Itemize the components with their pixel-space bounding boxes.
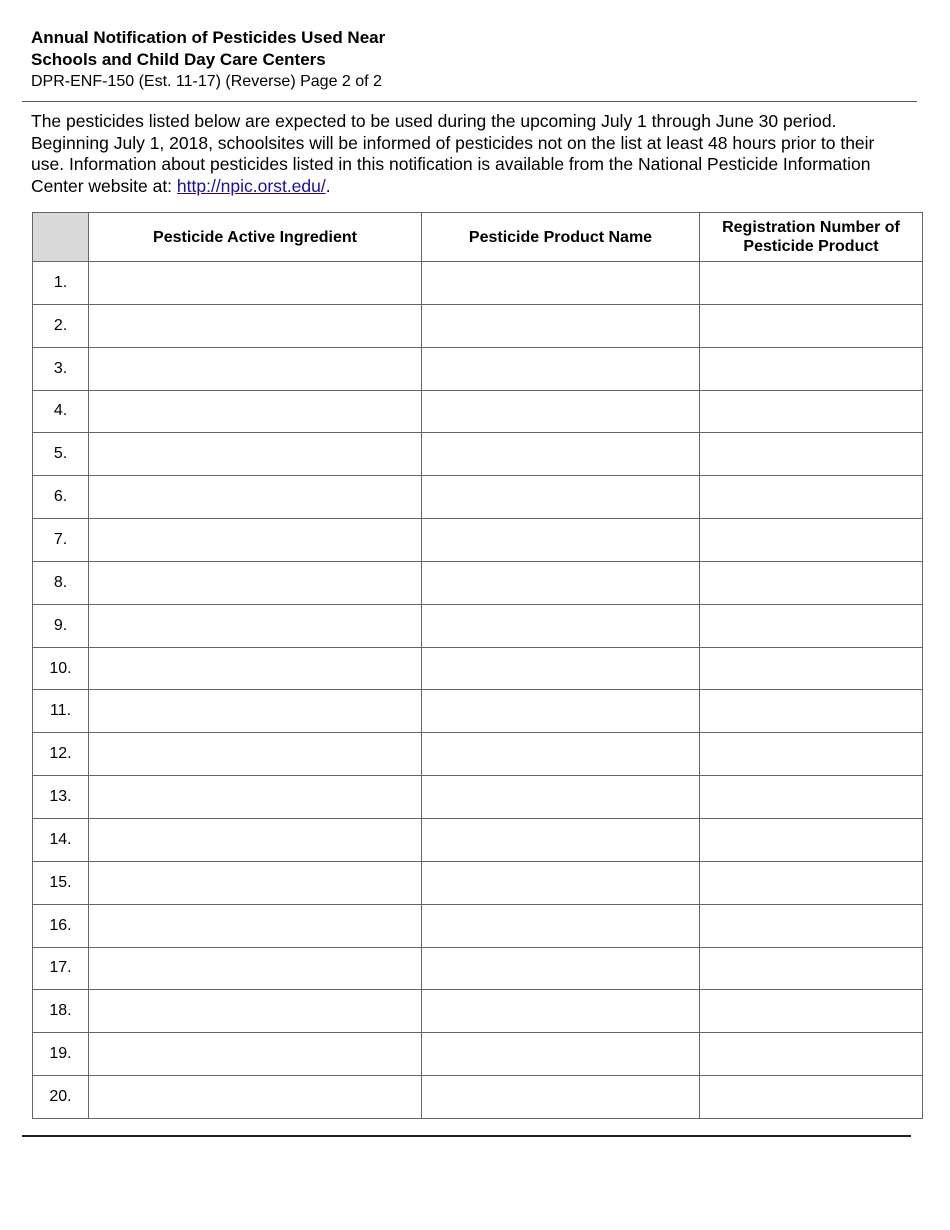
row-number: 1. — [33, 262, 89, 305]
table-row — [33, 604, 923, 647]
table-row — [33, 776, 923, 819]
product-name-cell[interactable] — [422, 733, 700, 776]
footer-divider — [22, 1135, 911, 1137]
active-ingredient-cell[interactable] — [89, 433, 422, 476]
registration-number-cell[interactable] — [700, 690, 923, 733]
table-row — [33, 647, 923, 690]
registration-number-cell[interactable] — [700, 433, 923, 476]
product-name-cell[interactable] — [422, 776, 700, 819]
registration-number-cell[interactable] — [700, 561, 923, 604]
registration-number-cell[interactable] — [700, 1033, 923, 1076]
table-row — [33, 861, 923, 904]
active-ingredient-cell[interactable] — [89, 262, 422, 305]
product-name-cell[interactable] — [422, 904, 700, 947]
product-name-cell[interactable] — [422, 304, 700, 347]
registration-number-cell[interactable] — [700, 390, 923, 433]
product-name-cell[interactable] — [422, 690, 700, 733]
row-number: 20. — [33, 1076, 89, 1119]
row-number: 3. — [33, 347, 89, 390]
product-name-cell[interactable] — [422, 1076, 700, 1119]
active-ingredient-cell[interactable] — [89, 861, 422, 904]
active-ingredient-cell[interactable] — [89, 904, 422, 947]
table-row — [33, 304, 923, 347]
registration-number-cell[interactable] — [700, 476, 923, 519]
row-number: 16. — [33, 904, 89, 947]
table-row — [33, 1076, 923, 1119]
active-ingredient-cell[interactable] — [89, 390, 422, 433]
intro-link-suffix: . — [325, 175, 331, 196]
active-ingredient-cell[interactable] — [89, 519, 422, 562]
registration-number-header: Registration Number of Pesticide Product — [700, 213, 923, 262]
product-name-cell[interactable] — [422, 604, 700, 647]
form-identifier: DPR-ENF-150 (Est. 11-17) (Reverse) Page 2 of 2 — [31, 73, 382, 90]
intro-text: The pesticides listed below are expected to be used during the upcoming July 1 through June 30 period. Beginning July 1, 2018, schoolsites will be informed of pesticides not on the list at least 48 hours prior to their use. Information about pesticides listed in this notification is available from the National Pesticide Information Center website at: — [31, 111, 875, 196]
row-number: 18. — [33, 990, 89, 1033]
table-row — [33, 733, 923, 776]
table-row — [33, 433, 923, 476]
table-row — [33, 390, 923, 433]
row-number: 15. — [33, 861, 89, 904]
row-number: 19. — [33, 1033, 89, 1076]
table-row — [33, 818, 923, 861]
registration-number-cell[interactable] — [700, 647, 923, 690]
product-name-cell[interactable] — [422, 519, 700, 562]
active-ingredient-cell[interactable] — [89, 561, 422, 604]
row-number: 12. — [33, 733, 89, 776]
registration-number-cell[interactable] — [700, 776, 923, 819]
product-name-cell[interactable] — [422, 476, 700, 519]
row-number: 8. — [33, 561, 89, 604]
registration-number-cell[interactable] — [700, 733, 923, 776]
table-row — [33, 690, 923, 733]
product-name-header: Pesticide Product Name — [422, 213, 700, 262]
table-row — [33, 947, 923, 990]
registration-number-cell[interactable] — [700, 604, 923, 647]
table-row — [33, 262, 923, 305]
row-number: 6. — [33, 476, 89, 519]
registration-number-cell[interactable] — [700, 347, 923, 390]
registration-number-cell[interactable] — [700, 904, 923, 947]
row-number: 13. — [33, 776, 89, 819]
row-number: 4. — [33, 390, 89, 433]
product-name-cell[interactable] — [422, 561, 700, 604]
active-ingredient-cell[interactable] — [89, 604, 422, 647]
table-header-row — [33, 213, 923, 262]
row-number: 9. — [33, 604, 89, 647]
table-row — [33, 347, 923, 390]
product-name-cell[interactable] — [422, 647, 700, 690]
row-number: 10. — [33, 647, 89, 690]
active-ingredient-cell[interactable] — [89, 304, 422, 347]
product-name-cell[interactable] — [422, 1033, 700, 1076]
active-ingredient-cell[interactable] — [89, 647, 422, 690]
row-number: 5. — [33, 433, 89, 476]
registration-number-cell[interactable] — [700, 947, 923, 990]
active-ingredient-cell[interactable] — [89, 347, 422, 390]
product-name-cell[interactable] — [422, 818, 700, 861]
intro-paragraph — [31, 111, 911, 197]
form-title-line-1: Annual Notification of Pesticides Used Near — [31, 28, 386, 47]
pesticide-table — [32, 212, 923, 1119]
product-name-cell[interactable] — [422, 433, 700, 476]
form-header — [31, 27, 911, 93]
active-ingredient-cell[interactable] — [89, 776, 422, 819]
registration-number-cell[interactable] — [700, 262, 923, 305]
table-row — [33, 904, 923, 947]
active-ingredient-cell[interactable] — [89, 690, 422, 733]
active-ingredient-cell[interactable] — [89, 947, 422, 990]
table-row — [33, 1033, 923, 1076]
table-row — [33, 561, 923, 604]
active-ingredient-cell[interactable] — [89, 990, 422, 1033]
registration-number-cell[interactable] — [700, 818, 923, 861]
npic-website-link[interactable]: http://npic.orst.edu/ — [176, 175, 326, 196]
table-row — [33, 990, 923, 1033]
row-number: 17. — [33, 947, 89, 990]
table-body — [33, 262, 923, 1119]
registration-number-cell[interactable] — [700, 304, 923, 347]
product-name-cell[interactable] — [422, 990, 700, 1033]
registration-number-cell[interactable] — [700, 1076, 923, 1119]
form-title-line-2: Schools and Child Day Care Centers — [31, 50, 326, 69]
active-ingredient-cell[interactable] — [89, 733, 422, 776]
registration-number-cell[interactable] — [700, 861, 923, 904]
table-row — [33, 476, 923, 519]
product-name-cell[interactable] — [422, 262, 700, 305]
product-name-cell[interactable] — [422, 390, 700, 433]
header-divider — [22, 101, 917, 102]
row-number: 7. — [33, 519, 89, 562]
active-ingredient-header: Pesticide Active Ingredient — [89, 213, 422, 262]
active-ingredient-cell[interactable] — [89, 1076, 422, 1119]
row-number-header — [33, 213, 89, 262]
registration-number-cell[interactable] — [700, 519, 923, 562]
table-row — [33, 519, 923, 562]
active-ingredient-cell[interactable] — [89, 1033, 422, 1076]
product-name-cell[interactable] — [422, 947, 700, 990]
row-number: 11. — [33, 690, 89, 733]
product-name-cell[interactable] — [422, 347, 700, 390]
active-ingredient-cell[interactable] — [89, 476, 422, 519]
active-ingredient-cell[interactable] — [89, 818, 422, 861]
product-name-cell[interactable] — [422, 861, 700, 904]
row-number: 14. — [33, 818, 89, 861]
row-number: 2. — [33, 304, 89, 347]
registration-number-cell[interactable] — [700, 990, 923, 1033]
